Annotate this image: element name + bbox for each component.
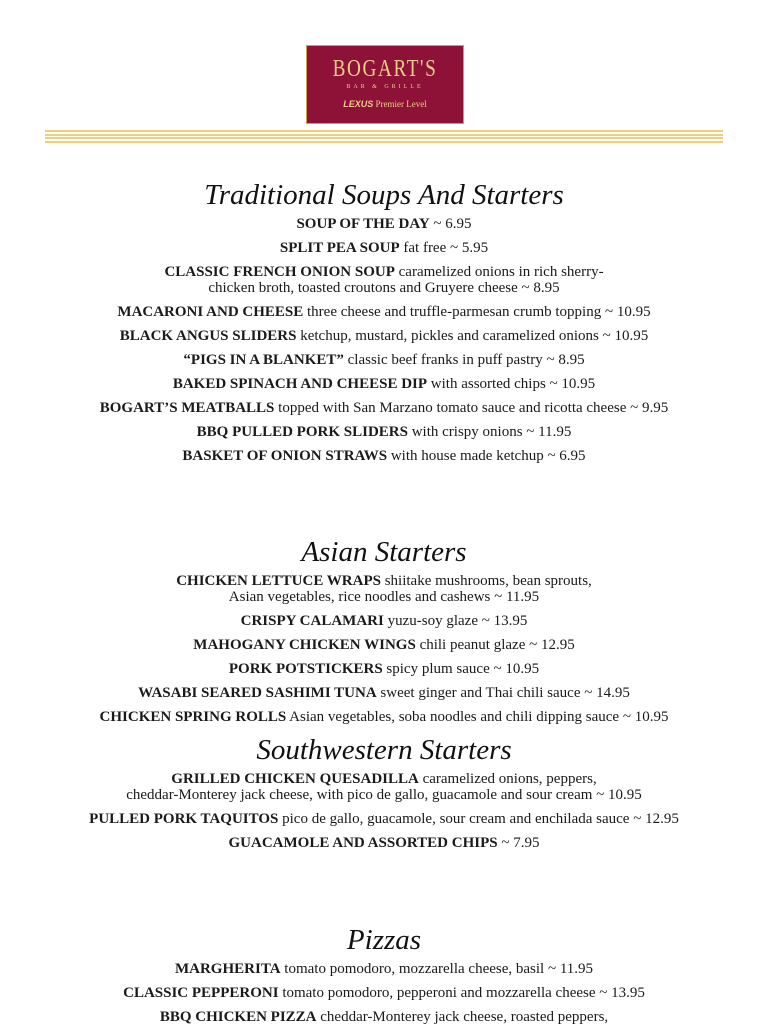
item-name: WASABI SEARED SASHIMI TUNA xyxy=(138,685,377,701)
item-desc: shiitake mushrooms, bean sprouts, xyxy=(384,573,592,589)
sponsor-brand: LEXUS xyxy=(343,99,374,109)
item-name: CHICKEN SPRING ROLLS xyxy=(99,709,287,725)
item-name: BBQ PULLED PORK SLIDERS xyxy=(196,424,408,440)
menu-item xyxy=(0,835,768,851)
item-name: BBQ CHICKEN PIZZA xyxy=(159,1009,317,1025)
menu-item xyxy=(0,328,768,344)
item-desc: cheddar-Monterey jack cheese, roasted peppers, xyxy=(320,1009,609,1025)
menu-item xyxy=(0,573,768,605)
menu-item xyxy=(0,637,768,653)
section-title: Southwestern Starters xyxy=(256,734,512,766)
menu-item xyxy=(0,771,768,803)
item-desc: chili peanut glaze ~ 12.95 xyxy=(419,637,575,653)
menu-item xyxy=(0,304,768,320)
item-desc: caramelized onions in rich sherry- xyxy=(398,264,604,280)
item-desc: topped with San Marzano tomato sauce and ricotta cheese ~ 9.95 xyxy=(278,400,669,416)
menu-item xyxy=(0,985,768,1001)
logo-sponsor xyxy=(307,99,463,109)
item-desc: yuzu-soy glaze ~ 13.95 xyxy=(387,613,528,629)
item-name: MACARONI AND CHEESE xyxy=(117,304,304,320)
item-desc: caramelized onions, peppers, xyxy=(422,771,597,787)
item-name: BOGART’S MEATBALLS xyxy=(99,400,275,416)
item-desc: fat free ~ 5.95 xyxy=(403,240,489,256)
item-desc: pico de gallo, guacamole, sour cream and enchilada sauce ~ 12.95 xyxy=(282,811,679,827)
section-title: Asian Starters xyxy=(301,536,467,568)
item-desc: with crispy onions ~ 11.95 xyxy=(411,424,572,440)
item-name: BAKED SPINACH AND CHEESE DIP xyxy=(172,376,428,392)
item-desc: sweet ginger and Thai chili sauce ~ 14.95 xyxy=(380,685,630,701)
section-title: Traditional Soups And Starters xyxy=(204,179,564,211)
item-name: MARGHERITA xyxy=(174,961,281,977)
header-divider xyxy=(45,130,723,144)
item-desc: classic beef franks in puff pastry ~ 8.95 xyxy=(347,352,585,368)
item-desc: ~ 6.95 xyxy=(433,216,472,232)
menu-item xyxy=(0,240,768,256)
section-pizzas xyxy=(0,925,768,1033)
logo-title: BOGART'S xyxy=(332,56,438,82)
menu-item xyxy=(0,961,768,977)
menu-item xyxy=(0,661,768,677)
item-name: BLACK ANGUS SLIDERS xyxy=(119,328,297,344)
sponsor-level: Premier Level xyxy=(375,99,427,109)
menu-item xyxy=(0,1009,768,1025)
item-name: SPLIT PEA SOUP xyxy=(279,240,400,256)
item-desc: tomato pomodoro, mozzarella cheese, basil ~ 11.95 xyxy=(284,961,594,977)
item-name: GRILLED CHICKEN QUESADILLA xyxy=(171,771,419,787)
item-name: MAHOGANY CHICKEN WINGS xyxy=(193,637,416,653)
menu-item xyxy=(0,811,768,827)
logo-subtitle: BAR & GRILLE xyxy=(346,84,424,90)
section-southwestern-starters xyxy=(0,735,768,859)
item-desc: tomato pomodoro, pepperoni and mozzarella cheese ~ 13.95 xyxy=(282,985,645,1001)
item-desc: three cheese and truffle-parmesan crumb topping ~ 10.95 xyxy=(307,304,651,320)
item-desc: ketchup, mustard, pickles and caramelized onions ~ 10.95 xyxy=(300,328,649,344)
menu-item xyxy=(0,685,768,701)
item-name: BASKET OF ONION STRAWS xyxy=(182,448,388,464)
menu-item xyxy=(0,709,768,725)
item-desc-cont: chicken broth, toasted croutons and Gruyere cheese ~ 8.95 xyxy=(208,280,560,296)
section-title: Pizzas xyxy=(346,924,422,956)
item-desc-cont: cheddar-Monterey jack cheese, with pico de gallo, guacamole and sour cream ~ 10.95 xyxy=(126,787,642,803)
item-name: CRISPY CALAMARI xyxy=(240,613,384,629)
item-desc: with assorted chips ~ 10.95 xyxy=(430,376,596,392)
menu-item xyxy=(0,352,768,368)
menu-item xyxy=(0,216,768,232)
section-asian-starters xyxy=(0,537,768,733)
menu-item xyxy=(0,613,768,629)
menu-item xyxy=(0,376,768,392)
menu-item xyxy=(0,264,768,296)
item-name: CHICKEN LETTUCE WRAPS xyxy=(176,573,381,589)
item-name: GUACAMOLE AND ASSORTED CHIPS xyxy=(228,835,498,851)
menu-item xyxy=(0,448,768,464)
item-desc-cont: Asian vegetables, rice noodles and cashews ~ 11.95 xyxy=(228,589,540,605)
item-name: SOUP OF THE DAY xyxy=(296,216,430,232)
menu-item xyxy=(0,424,768,440)
item-desc: Asian vegetables, soba noodles and chili dipping sauce ~ 10.95 xyxy=(289,709,669,725)
item-desc: ~ 7.95 xyxy=(501,835,540,851)
item-name: CLASSIC PEPPERONI xyxy=(123,985,279,1001)
item-desc: with house made ketchup ~ 6.95 xyxy=(390,448,586,464)
item-name: “PIGS IN A BLANKET” xyxy=(183,352,344,368)
item-name: PORK POTSTICKERS xyxy=(228,661,383,677)
item-name: PULLED PORK TAQUITOS xyxy=(89,811,279,827)
item-name: CLASSIC FRENCH ONION SOUP xyxy=(164,264,395,280)
menu-item xyxy=(0,400,768,416)
item-desc: spicy plum sauce ~ 10.95 xyxy=(386,661,540,677)
restaurant-logo xyxy=(306,45,464,124)
section-traditional-soups-starters xyxy=(0,180,768,472)
